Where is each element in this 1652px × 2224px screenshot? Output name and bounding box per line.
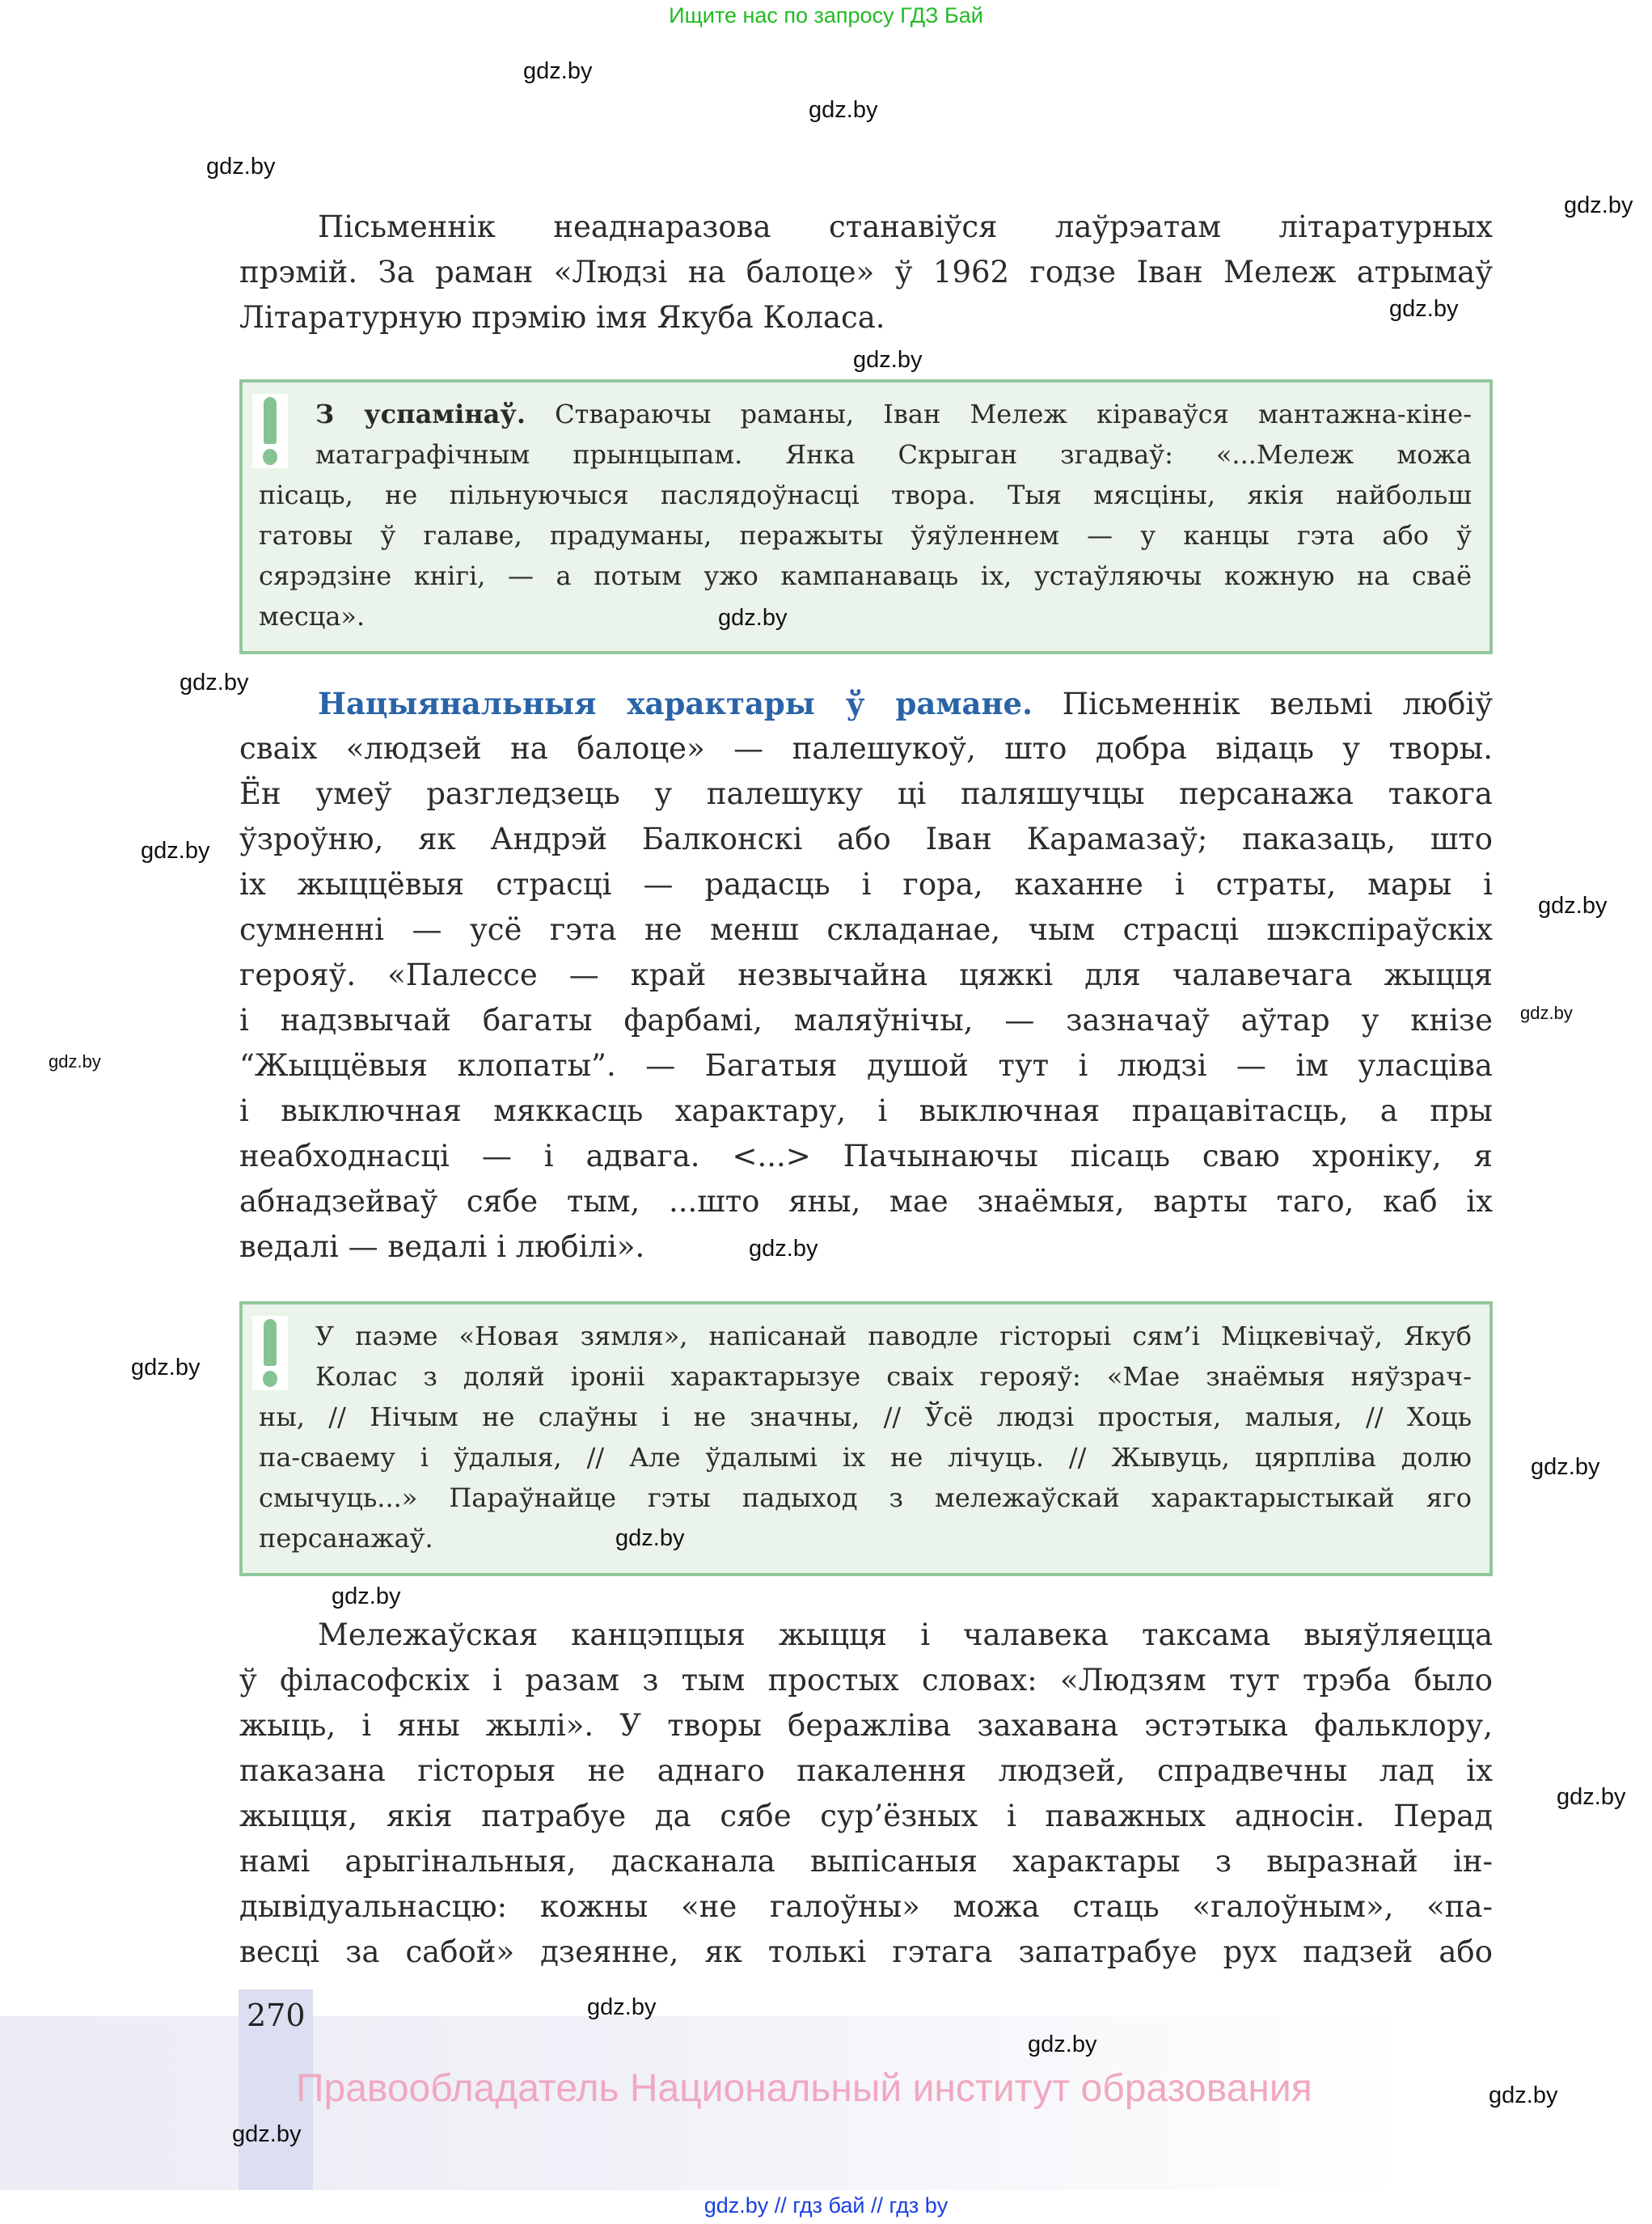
text-line-content: Літаратурную прэмію імя Якуба Коласа. (239, 300, 885, 335)
paragraph-national-characters (239, 681, 1493, 1270)
watermark: gdz.by (1520, 1003, 1573, 1023)
text-line (259, 1397, 1472, 1437)
text-line-content: “Жыццёвыя клопаты”. — Багатыя душой тут і людзі — ім уласціва (239, 1048, 1493, 1083)
text-line (239, 726, 1493, 772)
watermark: gdz.by (49, 1051, 101, 1072)
note-box-memories (239, 379, 1493, 654)
text-line-content: весці за сабой» дзеянне, як толькі гэтага запатрабуе рух падзей або (239, 1934, 1493, 1969)
text-line (239, 250, 1493, 295)
exclamation-icon (252, 1316, 288, 1390)
text-line-content: дывідуальнасцю: кожны «не галоўны» можа стаць «галоўным», «па- (239, 1889, 1493, 1924)
text-line (259, 394, 1472, 434)
text-line (259, 1316, 1472, 1356)
text-line (239, 907, 1493, 953)
watermark: gdz.by (131, 1355, 201, 1380)
text-line-content: сваіх «людзей на балоце» — палешукоў, што добра відаць у творы. (239, 731, 1493, 766)
watermark: gdz.by (853, 347, 923, 373)
text-line (239, 681, 1493, 726)
paragraph-1 (239, 205, 1493, 340)
text-line (239, 772, 1493, 817)
text-line-content: абнадзейваў сябе тым, ...што яны, мае знаёмыя, варты таго, каб іх (239, 1184, 1493, 1219)
text-line-content: Ён умеў разгледзець у палешуку ці паляшучцы персанажа такога (239, 776, 1493, 811)
text-line-content: ведалі — ведалі і любілі». (239, 1229, 645, 1264)
watermark: gdz.by (1028, 2032, 1097, 2057)
text-line-content: ўзроўню, як Андрэй Балконскі або Іван Карамазаў; паказаць, што (239, 822, 1493, 856)
text-line (259, 434, 1472, 475)
text-line-content: месца». (259, 601, 365, 632)
text-line-content: сумненні — усё гэта не менш складанае, чым страсці шэкспіраўскіх (239, 912, 1493, 947)
note-box-task (239, 1301, 1493, 1576)
note-box-text (259, 1316, 1472, 1558)
text-line-content: жыць, і яны жылі». У творы беражліва захавана эстэтыка фальклору, (239, 1708, 1493, 1743)
text-line (259, 1518, 1472, 1558)
page-number: 270 (247, 1998, 306, 2033)
watermark: gdz.by (809, 97, 878, 123)
text-line-content: сярэдзіне кнігі, — а потым ужо кампанаваць іх, устаўляючы кожную на сваё (259, 560, 1472, 591)
watermark: gdz.by (1564, 192, 1633, 218)
text-line (259, 475, 1472, 515)
text-line-content: Пісьменнік вельмі любіў (1032, 687, 1493, 721)
text-line (239, 295, 1493, 340)
watermark: gdz.by (1531, 1454, 1600, 1480)
text-line-content: У паэме «Новая зямля», напісанай паводле гісторыі сям’і Міцкевічаў, Якуб (315, 1321, 1472, 1351)
paragraph-conception (239, 1613, 1493, 1975)
watermark: gdz.by (1489, 2082, 1558, 2108)
watermark: gdz.by (180, 670, 249, 696)
text-line-content: прэмій. За раман «Людзі на балоце» ў 1962 годзе Іван Мележ атрымаў (239, 255, 1493, 290)
watermark: gdz.by (232, 2121, 302, 2147)
text-line (259, 596, 1472, 636)
text-line-content: Мележаўская канцэпцыя жыцця і чалавека таксама выяўляецца (318, 1617, 1493, 1652)
text-line-content: Пісьменнік неаднаразова станавіўся лаўрэатам літаратурных (318, 209, 1493, 244)
text-line (259, 515, 1472, 556)
bottom-links[interactable]: gdz.by // гдз бай // гдз by (703, 2193, 949, 2218)
watermark: gdz.by (523, 58, 593, 84)
text-line-content: намі арыгінальныя, дасканала выпісаныя характары з выразнай ін- (239, 1844, 1493, 1879)
text-line-content: і надзвычай багаты фарбамі, маляўнічы, — зазначаў аўтар у кнізе (239, 1003, 1493, 1038)
text-line-content: гатовы ў галаве, прадуманы, перажыты ўяўленнем — у канцы гэта або ў (259, 520, 1472, 551)
text-line (239, 1794, 1493, 1839)
text-line-content: па-сваему і ўдалыя, // Але ўдалымі іх не лічуць. // Жывуць, цярпліва долю (259, 1442, 1472, 1473)
text-line (239, 817, 1493, 862)
text-line-content: герояў. «Палессе — край незвычайна цяжкі для чалавечага жыцця (239, 958, 1493, 992)
text-line-content: матаграфічным прынцыпам. Янка Скрыган згадваў: «...Мележ можа (315, 439, 1472, 470)
copyright-watermark: Правообладатель Национальный институт образования (296, 2067, 1312, 2110)
text-line (239, 1748, 1493, 1794)
text-line (239, 1658, 1493, 1703)
text-line-content: Колас з доляй іроніі характарызуе сваіх герояў: «Мае знаёмыя няўзрач- (315, 1361, 1472, 1392)
top-search-link[interactable]: Ищите нас по запросу ГДЗ Бай (669, 3, 983, 27)
text-line (259, 556, 1472, 596)
watermark: gdz.by (615, 1525, 685, 1551)
text-line (239, 998, 1493, 1043)
text-line-content: Ствараючы раманы, Іван Мележ кіраваўся мантажна-кіне- (526, 399, 1472, 429)
text-line-content: неабходнасці — і адвага. <...> Пачынаючы пісаць сваю хроніку, я (239, 1139, 1493, 1173)
note-lead: З успамінаў. (315, 399, 526, 429)
text-line-content: смычуць...» Параўнайце гэты падыход з мележаўскай характарыстыкай яго (259, 1482, 1472, 1513)
text-line (239, 1224, 1493, 1270)
text-line (239, 1930, 1493, 1975)
watermark: gdz.by (332, 1583, 401, 1609)
text-line (259, 1437, 1472, 1478)
watermark: gdz.by (141, 838, 210, 864)
text-line (239, 1179, 1493, 1224)
text-line (239, 1839, 1493, 1884)
text-line (239, 1089, 1493, 1134)
watermark: gdz.by (749, 1236, 818, 1262)
text-line-content: персанажаў. (259, 1523, 433, 1554)
text-line-content: і выключная мяккасць характару, і выключная працавітасць, а пры (239, 1093, 1493, 1128)
text-line (239, 1043, 1493, 1089)
exclamation-icon (252, 394, 288, 468)
watermark: gdz.by (1538, 893, 1608, 919)
text-line (239, 1703, 1493, 1748)
text-line-content: ў філасофскіх і разам з тым простых словах: «Людзям тут трэба было (239, 1663, 1493, 1698)
text-line-content: жыцця, якія патрабуе да сябе сур’ёзных і паважных адносін. Перад (239, 1799, 1493, 1833)
text-line (239, 205, 1493, 250)
text-line (239, 1134, 1493, 1179)
text-line (239, 1613, 1493, 1658)
text-line (239, 862, 1493, 907)
note-box-text (259, 394, 1472, 636)
text-line-content: ны, // Нічым не слаўны і не значны, // Ўсё людзі простыя, малыя, // Хоць (259, 1402, 1472, 1432)
section-heading: Нацыянальныя характары ў рамане. (318, 686, 1033, 721)
text-line-content: пісаць, не пільнуючыся паслядоўнасці твора. Тыя мясціны, якія найбольш (259, 480, 1472, 510)
text-line (239, 1884, 1493, 1930)
text-line (259, 1478, 1472, 1518)
text-line-content: іх жыццёвыя страсці — радасць і гора, каханне і страты, мары і (239, 867, 1493, 902)
text-line-content: паказана гісторыя не аднаго пакалення людзей, спрадвечны лад іх (239, 1753, 1493, 1788)
text-line (259, 1356, 1472, 1397)
watermark: gdz.by (1557, 1784, 1626, 1810)
watermark: gdz.by (206, 154, 276, 180)
watermark: gdz.by (718, 605, 788, 631)
text-line (239, 953, 1493, 998)
watermark: gdz.by (1389, 296, 1459, 322)
watermark: gdz.by (587, 1994, 657, 2020)
